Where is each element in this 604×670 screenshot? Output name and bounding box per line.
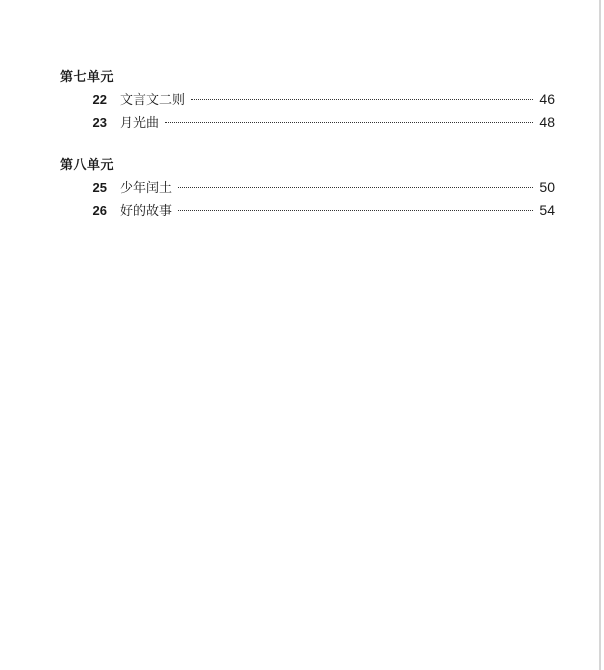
- lesson-title: 月光曲: [120, 116, 160, 131]
- toc-entry[interactable]: [60, 199, 555, 222]
- page-number: 50: [539, 179, 555, 195]
- toc-entry[interactable]: [60, 176, 555, 199]
- dot-leader: [165, 122, 533, 123]
- lesson-title: 少年闰土: [120, 181, 173, 196]
- page-number: 48: [539, 114, 555, 130]
- lesson-number: 25: [92, 180, 107, 195]
- toc-entry[interactable]: [60, 111, 555, 134]
- unit-title: 第八单元: [60, 158, 115, 173]
- dot-leader: [178, 210, 533, 211]
- page-number: 46: [539, 91, 555, 107]
- unit-section: [60, 156, 555, 222]
- lesson-title: 文言文二则: [120, 93, 186, 108]
- dot-leader: [191, 99, 533, 100]
- table-of-contents: [60, 68, 555, 244]
- dot-leader: [178, 187, 533, 188]
- page-number: 54: [539, 202, 555, 218]
- unit-title: 第七单元: [60, 70, 115, 85]
- lesson-number: 22: [92, 92, 107, 107]
- lesson-number: 26: [92, 203, 107, 218]
- unit-section: [60, 68, 555, 134]
- lesson-title: 好的故事: [120, 204, 173, 219]
- lesson-number: 23: [92, 115, 107, 130]
- toc-entry[interactable]: [60, 88, 555, 111]
